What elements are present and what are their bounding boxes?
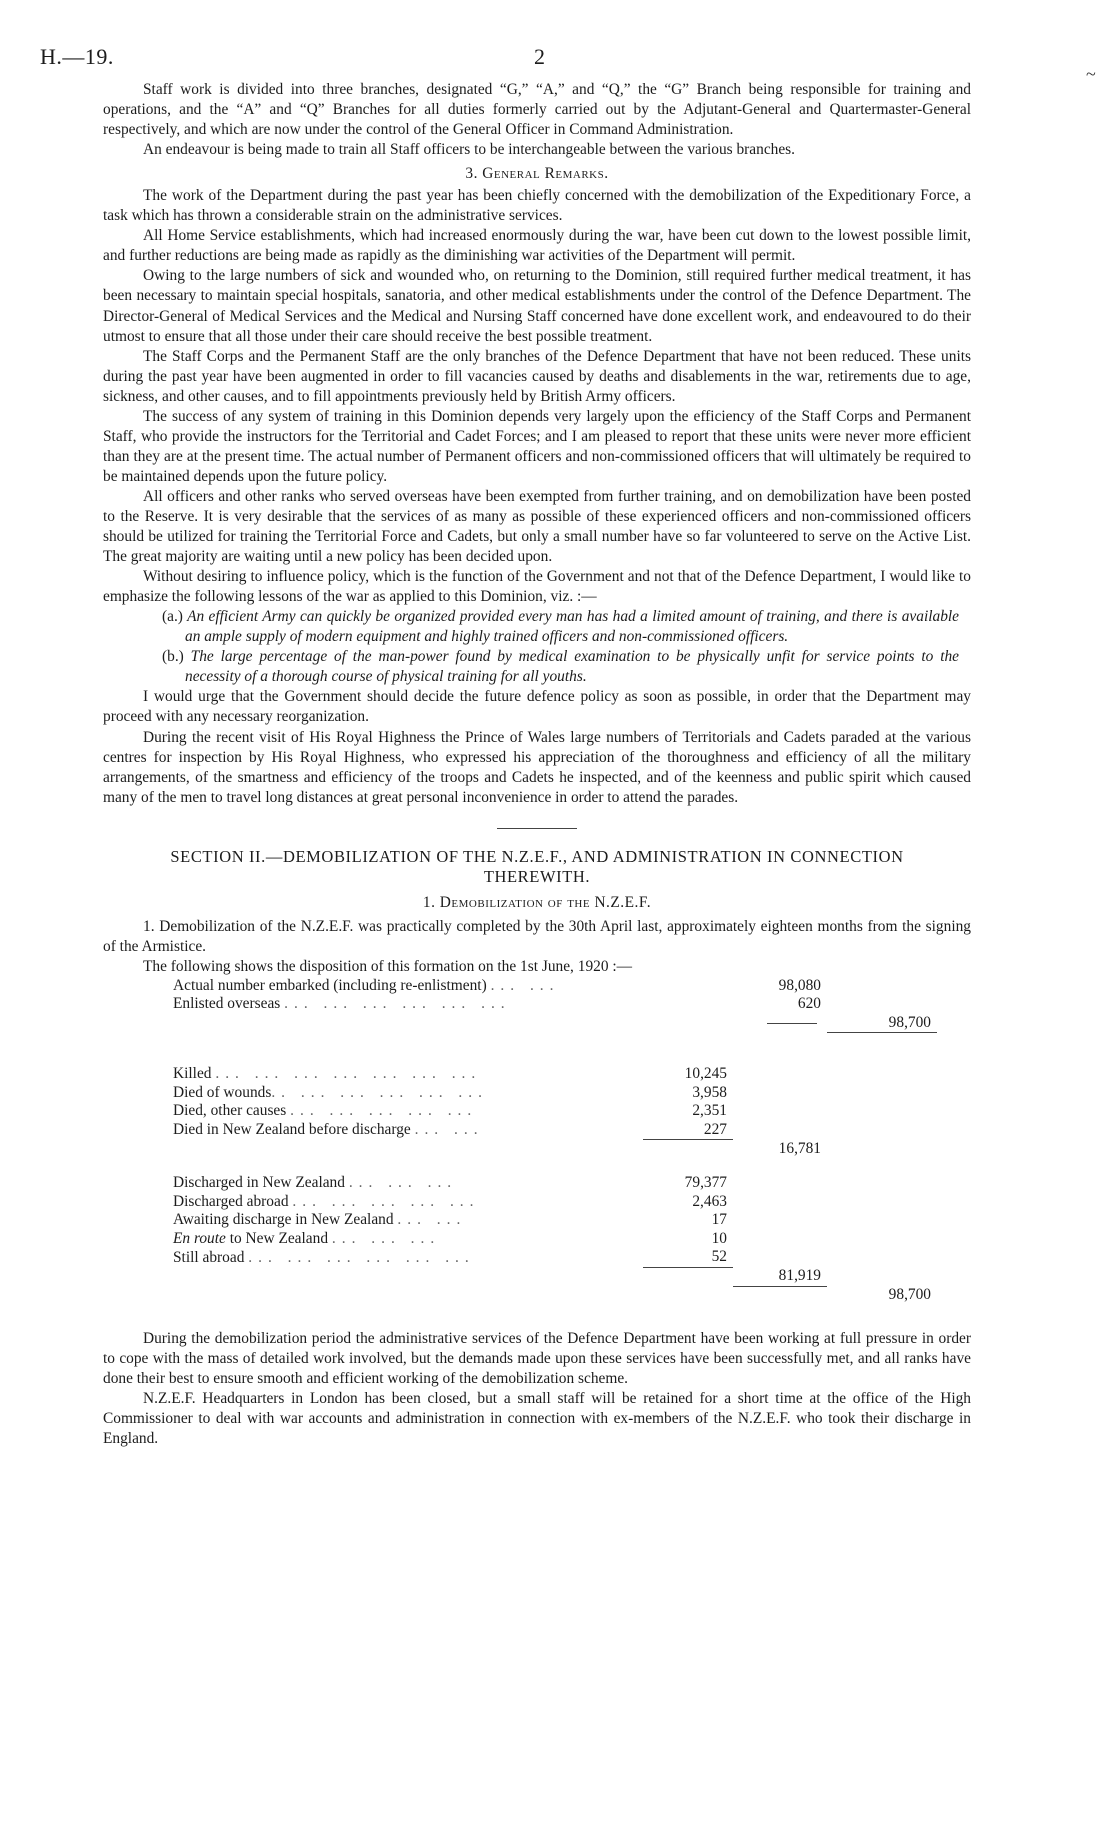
paragraph: Owing to the large numbers of sick and wounded who, on returning to the Dominion, still required further medical treatment, it has been necessary to maintain special hospitals, sanatoria, and other medical establishments under the control of the Defence Department. The Director-General of Medical Services and the Medical and Nursing Staff concerned have done excellent work, and endeavoured to do their utmost to ensure that all those under their care should receive the best possible treatment.: [103, 267, 971, 345]
table-row: [173, 977, 937, 996]
row-value: 3,958: [692, 1083, 727, 1101]
grand-total: 98,700: [888, 1286, 931, 1304]
row-value: 2,351: [692, 1102, 727, 1120]
paragraph: The following shows the disposition of this formation on the 1st June, 1920 :—: [143, 957, 633, 975]
table-row: [173, 1193, 937, 1212]
section-divider: [497, 828, 577, 829]
table-subtotal-row: [173, 1140, 937, 1159]
paragraph: The Staff Corps and the Permanent Staff are the only branches of the Defence Department that have not been reduced. These units during the past year have been augmented in order to fill vacancies caused by deaths and disablements in the war, retirements due to age, sickness, and other causes, and to fill appointments previously held by British Army officers.: [103, 347, 971, 405]
row-value: 620: [797, 995, 821, 1013]
paragraph: All officers and other ranks who served overseas have been exempted from further training, and on demobilization have been posted to the Reserve. It is very desirable that the services of as many as possible of these experienced officers and non-commissioned officers should be utilized for training the Territorial Force and Cadets, but only a small number have so far volunteered to serve on the Active List. The great majority are waiting until a new policy has been decided upon.: [103, 487, 971, 566]
table-row: [173, 1102, 937, 1121]
paragraph: The work of the Department during the past year has been chiefly concerned with the demobilization of the Expeditionary Force, a task which has thrown a considerable strain on the administrative services.: [103, 187, 971, 225]
page-reference: H.—19.: [40, 44, 114, 69]
lesson-label: (a.): [162, 608, 183, 626]
paragraph: N.Z.E.F. Headquarters in London has been closed, but a small staff will be retained for a short time at the office of the High Commissioner to deal with war accounts and administration in connection with ex-members of the N.Z.E.F. who took their discharge in England.: [103, 1390, 971, 1448]
paragraph: 1. Demobilization of the N.Z.E.F. was practically completed by the 30th April last, approximately eighteen months from the signing of the Armistice.: [103, 917, 971, 955]
section-title: SECTION II.—DEMOBILIZATION OF THE N.Z.E.F., AND ADMINISTRATION IN CONNECTION THEREWITH.: [170, 846, 904, 886]
row-value: 79,377: [684, 1174, 727, 1192]
row-label: Died in New Zealand before discharge ... ...: [173, 1121, 484, 1139]
row-label: Killed ... ... ... ... ... ... ...: [173, 1065, 482, 1083]
row-label: Still abroad ... ... ... ... ... ...: [173, 1248, 475, 1266]
disposition-table: [173, 977, 937, 1305]
row-value: 98,080: [778, 976, 821, 994]
row-value: 2,463: [692, 1192, 727, 1210]
paragraph: During the demobilization period the administrative services of the Defence Department have been working at full pressure in order to cope with the mass of detailed work involved, but the demands made upon these services have been successfully met, and all ranks have done their best to ensure smooth and efficient working of the demobilization scheme.: [103, 1329, 971, 1387]
paragraph: All Home Service establishments, which had increased enormously during the war, have been cut down to the lowest possible limit, and further reductions are being made as rapidly as the diminishing war activities of the Department will permit.: [103, 227, 971, 265]
lesson-label: (b.): [162, 648, 184, 666]
page-number: 2: [534, 44, 545, 69]
section-heading-general-remarks: 3. General Remarks.: [465, 165, 609, 183]
lesson-item: [162, 607, 971, 647]
row-value: 10,245: [684, 1065, 727, 1083]
table-grand-total-row: [173, 1286, 937, 1305]
lesson-item: [162, 647, 971, 687]
row-label: En route to New Zealand ... ... ...: [173, 1229, 441, 1247]
table-row: [173, 1211, 937, 1230]
table-row: [173, 1121, 937, 1140]
row-value: 52: [643, 1248, 733, 1267]
row-label: Enlisted overseas ... ... ... ... ... ...: [173, 995, 511, 1013]
lesson-text: The large percentage of the man-power found by medical examination to be physically unfit for service points to the necessity of a thorough course of physical training for all youths.: [185, 648, 959, 686]
table-total-row: [173, 1014, 937, 1033]
embarked-total: 98,700: [827, 1014, 937, 1033]
table-row: [173, 1230, 937, 1249]
table-subtotal-row: [173, 1267, 937, 1286]
row-value: 10: [711, 1229, 727, 1247]
row-label: Died, other causes ... ... ... ... ...: [173, 1102, 478, 1120]
table-row: [173, 1084, 937, 1103]
paragraph: I would urge that the Government should decide the future defence policy as soon as possible, in order that the Department may proceed with any necessary reorganization.: [103, 688, 971, 726]
paragraph: The success of any system of training in this Dominion depends very largely upon the efficiency of the Staff Corps and Permanent Staff, who provide the instructors for the Territorial and Cadet Forces; and I am pleased to report that these units were never more efficient than they are at the present time. The actual number of Permanent officers and non-commissioned officers that will ultimately be required to be maintained depends upon the future policy.: [103, 407, 971, 485]
table-row: [173, 1248, 937, 1267]
row-label: Discharged abroad ... ... ... ... ...: [173, 1192, 480, 1210]
document-body: [103, 80, 971, 1449]
paragraph: Staff work is divided into three branches, designated “G,” “A,” and “Q,” the “G” Branch being responsible for training and operations, and the “A” and “Q” Branches for all duties formerly carried out by the Adjutant-General and Quartermaster-General respectively, and which are now under the control of the General Officer in Command Administration.: [103, 81, 971, 139]
paragraph: Without desiring to influence policy, which is the function of the Government and not that of the Defence Department, I would like to emphasize the following lessons of the war as applied to this Dominion, viz. :—: [103, 568, 971, 606]
paragraph: During the recent visit of His Royal Highness the Prince of Wales large numbers of Territorials and Cadets paraded at the various centres for inspection by His Royal Highness, who expressed his appreciation of the thoroughness and efficiency of all the military arrangements, of the smartness and efficiency of the troops and Cadets he inspected, and of the keenness and public spirit which caused many of the men to travel long distances at great personal inconvenience in order to attend the parades.: [103, 728, 971, 806]
row-value: 17: [711, 1211, 727, 1229]
row-value: 227: [643, 1121, 733, 1140]
paragraph: An endeavour is being made to train all Staff officers to be interchangeable between the various branches.: [143, 141, 796, 159]
table-row: [173, 1174, 937, 1193]
corner-mark: ~: [1086, 64, 1096, 84]
table-row: [173, 1065, 937, 1084]
row-label: Actual number embarked (including re-enlistment) ... ...: [173, 976, 560, 994]
row-label: Discharged in New Zealand ... ... ...: [173, 1174, 458, 1192]
row-label: Awaiting discharge in New Zealand ... ...: [173, 1211, 467, 1229]
losses-subtotal: 16,781: [778, 1139, 821, 1157]
discharges-subtotal: 81,919: [733, 1267, 827, 1286]
row-label: Died of wounds.. ... ... ... ... ...: [173, 1083, 488, 1101]
lesson-text: An efficient Army can quickly be organized provided every man has had a limited amount of training, and there is available an ample supply of modern equipment and highly trained officers and non-commissioned officers.: [185, 608, 959, 646]
table-row: [173, 995, 937, 1014]
subsection-heading: 1. Demobilization of the N.Z.E.F.: [422, 893, 652, 911]
